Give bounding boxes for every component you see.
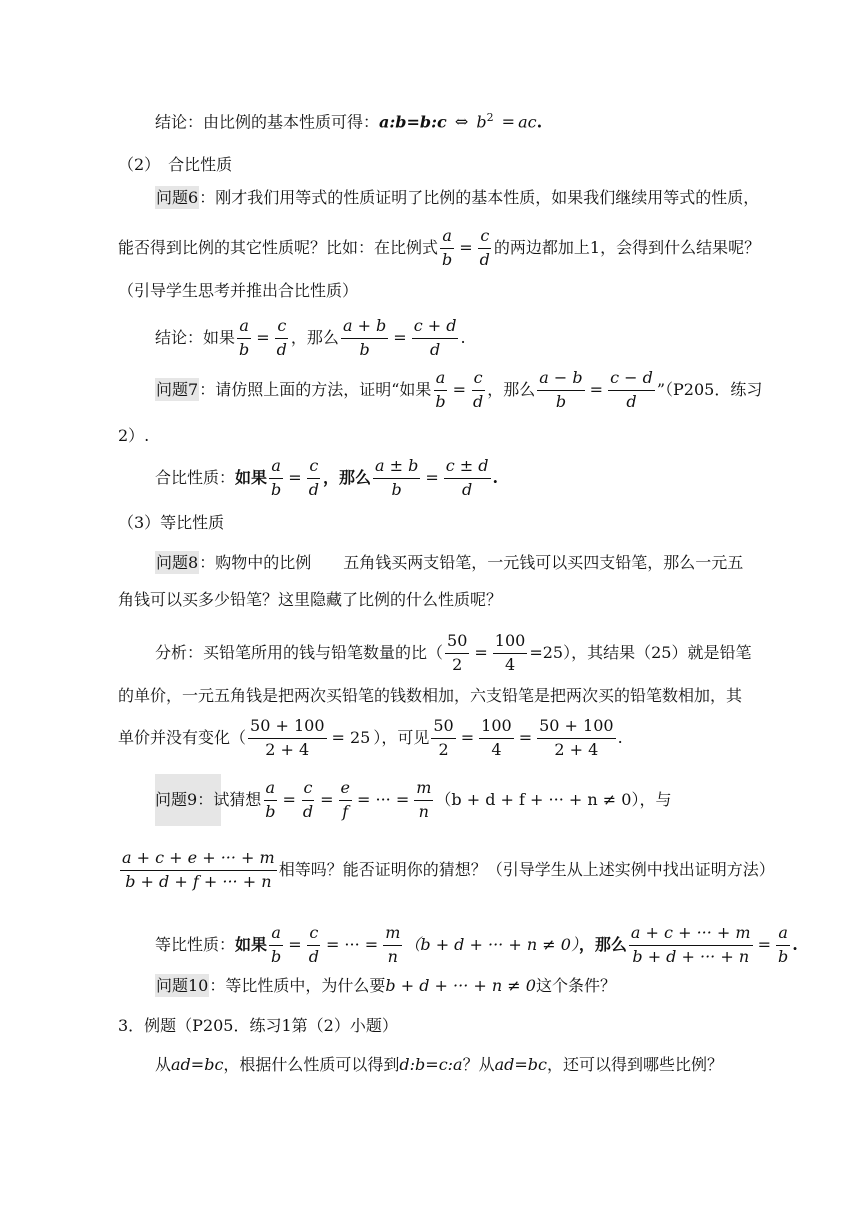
ratio-expression: a:b=b:c bbox=[379, 112, 447, 132]
an-r2: = 25 bbox=[331, 727, 371, 747]
q6-guidance: （引导学生思考并推出合比性质） bbox=[118, 281, 359, 300]
analysis-line3: 单价并没有变化（ $\frac{50 + 100}{2 + 4}$ = 25 ），可见 $\frac{50}{2}$ = $\frac{100}{4}$ = $\frac{50 + 100}{2 + 4}$ . bbox=[118, 716, 623, 759]
section-heading-2: （2） 合比性质 bbox=[118, 155, 233, 174]
equal-property: 等比性质：如果 $\frac{a}{b}$ = $\frac{c}{d}$ = ··· = $\frac{m}{n}$ （b + d + ··· + n ≠ 0），那么 $\frac{a + c + \cdot\cdot\cdot + m}{b + d + \cdot\cdot\cdot + n}$ = $\frac{a}{b}$ . bbox=[155, 923, 798, 966]
hb-if: 如果 bbox=[235, 467, 268, 487]
q8-label: 问题8 bbox=[156, 553, 199, 572]
math-d-b-c-a: d:b=c:a bbox=[399, 1055, 463, 1074]
analysis-line2: 的单价，一元五角钱是把两次买铅笔的钱数相加，六支铅笔是把两次买的铅笔数相加，其 bbox=[118, 686, 743, 705]
q6-label: 问题6 bbox=[156, 188, 199, 207]
fraction-sum: $\frac{a + c + e + \cdot\cdot\cdot + m}{b + d + f + \cdot\cdot\cdot + n}$ bbox=[122, 848, 275, 891]
an-t3mid: ），可见 bbox=[373, 727, 430, 747]
q9-cond: （b + d + f + ··· + n ≠ 0），与 bbox=[435, 789, 672, 809]
q10-post: 这个条件？ bbox=[535, 976, 616, 995]
q10-label: 问题10 bbox=[156, 976, 209, 995]
example-heading: 3．例题（P205．练习1第（2）小题） bbox=[118, 1016, 398, 1035]
fraction-amb: $\frac{a - b}{b}$ bbox=[539, 368, 583, 411]
q9-line1: 问题9：试猜想 $\frac{a}{b}$ = $\frac{c}{d}$ = $\frac{e}{f}$ = ··· = $\frac{m}{n}$ （b + d + f + ··· + n ≠ 0），与 bbox=[155, 778, 672, 821]
eq-then: ，那么 bbox=[578, 934, 627, 954]
last-line: 从ad=bc，根据什么性质可以得到d:b=c:a？从ad=bc，还可以得到哪些比例？ bbox=[155, 1055, 724, 1074]
an-pre: 分析：买铅笔所用的钱与铅笔数量的比（ bbox=[155, 642, 444, 662]
q10-line bbox=[155, 978, 616, 994]
q9-pre: ：试猜想 bbox=[197, 789, 262, 809]
c1-pre: 结论：如果 bbox=[155, 327, 236, 347]
fraction-cpmd: $\frac{c \pm d}{d}$ bbox=[445, 456, 489, 499]
math-ac: ac bbox=[518, 112, 537, 132]
q7-label: 问题7 bbox=[156, 379, 199, 399]
fraction-50-2: $\frac{50}{2}$ bbox=[447, 631, 468, 674]
q7-text2: 2）. bbox=[118, 426, 150, 445]
fraction-cpd: $\frac{c + d}{d}$ bbox=[413, 316, 457, 359]
q8-text1: ：购物中的比例 五角钱买两支铅笔，一元钱可以买四支铅笔，那么一元五 bbox=[199, 553, 744, 572]
hb-pre: 合比性质： bbox=[155, 467, 236, 487]
math-b: b bbox=[476, 112, 487, 132]
q9-label: 问题9 bbox=[155, 789, 198, 809]
fraction-100-4: $\frac{100}{4}$ bbox=[494, 631, 526, 674]
fraction-cmd: $\frac{c - d}{d}$ bbox=[610, 368, 653, 411]
conclusion-text: 结论：由比例的基本性质可得： bbox=[155, 112, 380, 132]
q6-text1: ：刚才我们用等式的性质证明了比例的基本性质，如果我们继续用等式的性质， bbox=[199, 188, 760, 207]
period: . bbox=[536, 112, 543, 132]
q6-text3: 的两边都加上1，会得到什么结果呢？ bbox=[493, 237, 761, 257]
math-ad-bc: ad=bc bbox=[171, 1055, 224, 1074]
q6-line1 bbox=[155, 190, 759, 206]
q10-pre: ：等比性质中，为什么要 bbox=[209, 976, 386, 995]
fraction-a-b: $\frac{a}{b}$ bbox=[442, 226, 453, 269]
q7-line1: 问题7：请仿照上面的方法，证明“如果 $\frac{a}{b}$ = $\frac{c}{d}$ ，那么 $\frac{a - b}{b}$ = $\frac{c - d}{d}$ ”（P205．练习 bbox=[156, 368, 763, 411]
q7-mid: ，那么 bbox=[487, 379, 536, 399]
compound-conclusion: 结论：如果 $\frac{a}{b}$ = $\frac{c}{d}$ ，那么 $\frac{a + b}{b}$ = $\frac{c + d}{d}$ . bbox=[155, 316, 466, 359]
an-t3pre: 单价并没有变化（ bbox=[118, 727, 247, 747]
fraction-c-d: $\frac{c}{d}$ bbox=[479, 226, 490, 269]
fraction-e-f: $\frac{e}{f}$ bbox=[340, 778, 350, 821]
compound-property: 合比性质：如果 $\frac{a}{b}$ = $\frac{c}{d}$ ，那么 $\frac{a \pm b}{b}$ = $\frac{c \pm d}{d}$ . bbox=[155, 456, 499, 499]
equals: = bbox=[501, 112, 516, 132]
q9-line2 bbox=[118, 850, 775, 891]
q7-pre: ：请仿照上面的方法，证明“如果 bbox=[199, 379, 432, 399]
q8-text2: 角钱可以买多少铅笔？这里隐藏了比例的什么性质呢？ bbox=[118, 590, 503, 609]
eq-cond: （b + d + ··· + n ≠ 0） bbox=[404, 934, 579, 954]
fraction-m-n: $\frac{m}{n}$ bbox=[416, 778, 432, 821]
fraction-150-6: $\frac{50 + 100}{2 + 4}$ bbox=[250, 716, 325, 759]
an-r1: =25），其结果（25）就是铅笔 bbox=[529, 642, 752, 662]
q7-post: ”（P205．练习 bbox=[656, 379, 763, 399]
iff-symbol: ⇔ bbox=[454, 112, 469, 132]
fraction-apmb: $\frac{a \pm b}{b}$ bbox=[374, 456, 419, 499]
fraction-apb: $\frac{a + b}{b}$ bbox=[342, 316, 387, 359]
q9-text2: 相等吗？能否证明你的猜想？（引导学生从上述实例中找出证明方法） bbox=[278, 859, 775, 879]
q8-line1 bbox=[155, 555, 743, 571]
eq-pre: 等比性质： bbox=[155, 934, 236, 954]
q6-text2: 能否得到比例的其它性质呢？比如：在比例式 bbox=[118, 237, 439, 257]
eq-if: 如果 bbox=[235, 934, 268, 954]
q6-line2: 能否得到比例的其它性质呢？比如：在比例式 $\frac{a}{b}$ = $\frac{c}{d}$ 的两边都加上1，会得到什么结果呢？ bbox=[118, 226, 761, 269]
conclusion-line bbox=[155, 112, 542, 130]
math-sup: 2 bbox=[486, 111, 494, 124]
analysis-line1: 分析：买铅笔所用的钱与铅笔数量的比（ $\frac{50}{2}$ = $\frac{100}{4}$ =25），其结果（25）就是铅笔 bbox=[155, 631, 752, 674]
fraction-sum2: $\frac{a + c + \cdot\cdot\cdot + m}{b + d + \cdot\cdot\cdot + n}$ bbox=[630, 923, 751, 966]
c1-mid: ，那么 bbox=[290, 327, 339, 347]
section-heading-3: （3）等比性质 bbox=[118, 513, 225, 532]
q10-math: b + d + ··· + n ≠ 0 bbox=[385, 976, 536, 995]
hb-then: ，那么 bbox=[322, 467, 371, 487]
